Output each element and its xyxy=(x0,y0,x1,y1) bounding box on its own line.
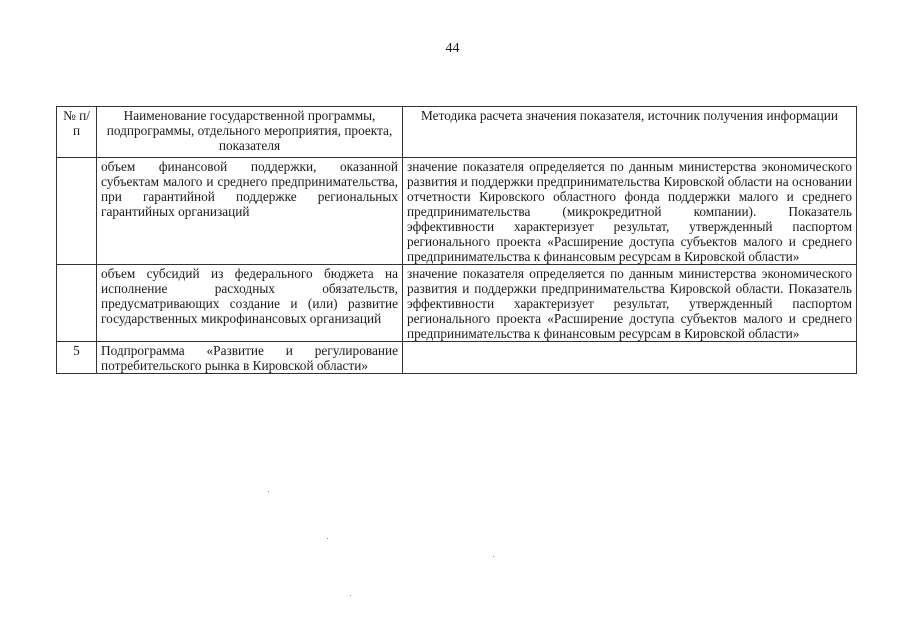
row-method xyxy=(403,342,857,374)
indicator-table xyxy=(56,106,857,374)
header-num: № п/п xyxy=(57,107,97,158)
scan-speck xyxy=(268,491,269,492)
table-row xyxy=(57,265,857,342)
scan-speck xyxy=(327,538,328,539)
row-name: объем субсидий из федерального бюджета на исполнение расходных обязательств, предусматривающих создание и (или) развитие государственных микрофинансовых организаций xyxy=(97,265,403,342)
scan-speck xyxy=(350,595,351,596)
row-num xyxy=(57,158,97,265)
table-header-row xyxy=(57,107,857,158)
scan-speck xyxy=(493,556,494,557)
row-name: Подпрограмма «Развитие и регулирование потребительского рынка в Кировской области» xyxy=(97,342,403,374)
page-number: 44 xyxy=(445,41,460,56)
header-name: Наименование государственной программы, подпрограммы, отдельного мероприятия, проекта, показателя xyxy=(97,107,403,158)
row-name: объем финансовой поддержки, оказанной субъектам малого и среднего предпринимательства, при гарантийной поддержке региональных гарантийных организаций xyxy=(97,158,403,265)
row-method: значение показателя определяется по данным министерства экономического развития и поддержки предпринимательства Кировской области на основании отчетности Кировского областного фонда поддержки малого и среднего предпринимательства (микрокредитной компании). Показатель эффективности характеризует результат, утвержденный паспортом регионального проекта «Расширение доступа субъектов малого и среднего предпринимательства к финансовым ресурсам в Кировской области» xyxy=(403,158,857,265)
table-row xyxy=(57,158,857,265)
row-num: 5 xyxy=(57,342,97,374)
header-method: Методика расчета значения показателя, источник получения информации xyxy=(403,107,857,158)
row-method: значение показателя определяется по данным министерства экономического развития и поддержки предпринимательства Кировской области. Показатель эффективности характеризует результат, утвержденный паспортом регионального проекта «Расширение доступа субъектов малого и среднего предпринимательства к финансовым ресурсам в Кировской области» xyxy=(403,265,857,342)
row-num xyxy=(57,265,97,342)
table-row xyxy=(57,342,857,374)
